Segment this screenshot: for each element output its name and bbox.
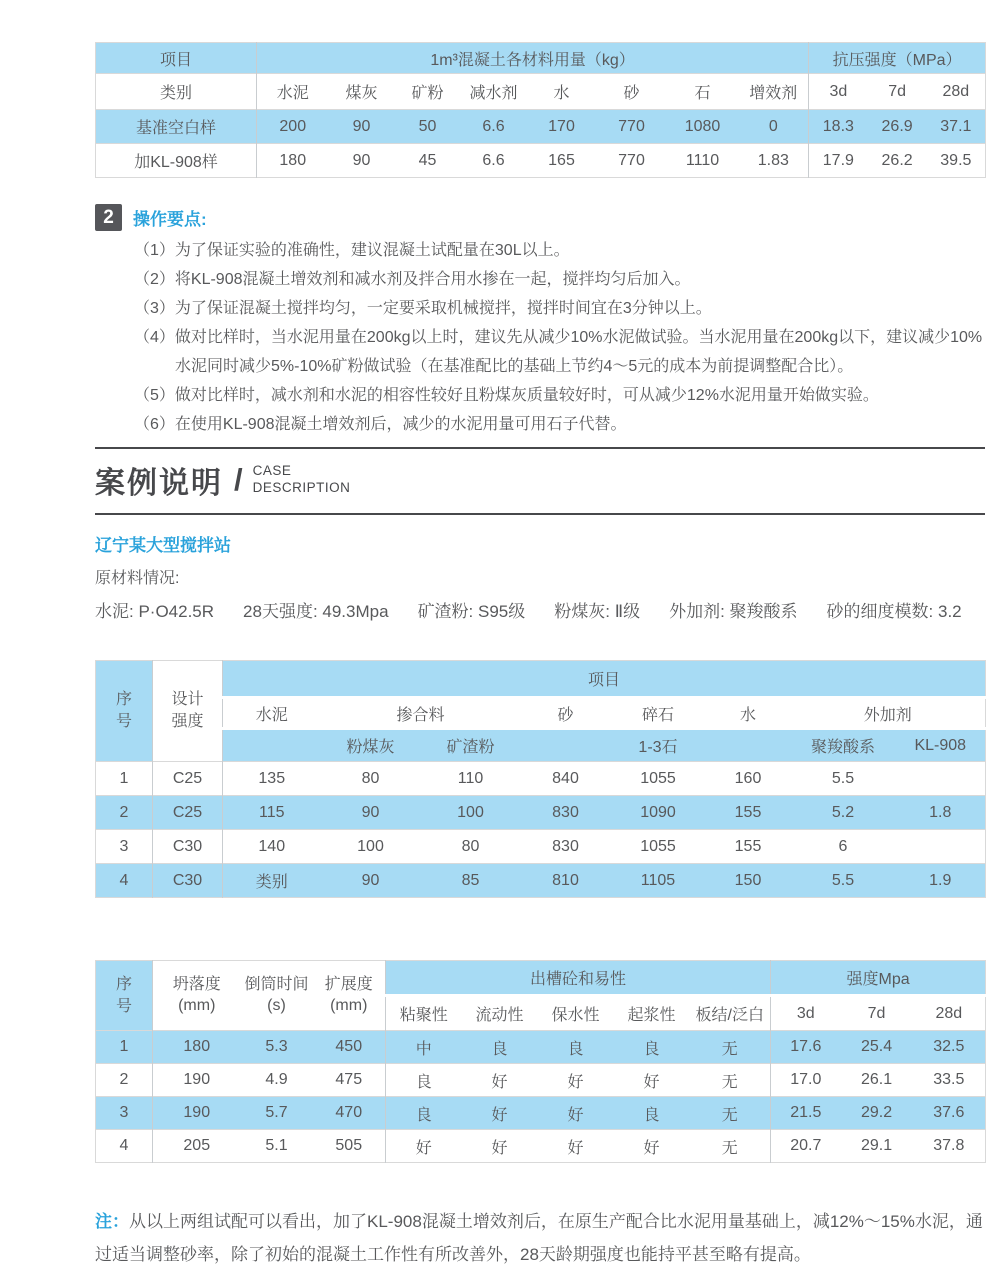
table-row — [96, 864, 986, 898]
col-group-header: 项目 — [223, 661, 986, 698]
seq-cell: 3 — [96, 830, 153, 864]
table-cell: 良 — [614, 1097, 690, 1130]
table-row — [96, 1064, 986, 1097]
col-label: 扩展度 — [324, 975, 373, 993]
table-cell: 90 — [329, 144, 395, 178]
table-cell: 无 — [690, 1031, 771, 1064]
col-header: 28d — [927, 74, 986, 110]
col-subheader: 起浆性 — [614, 996, 690, 1031]
table-cell: 5.3 — [241, 1031, 313, 1064]
table-row — [96, 1097, 986, 1130]
table-cell: 1055 — [611, 830, 706, 864]
table-cell: 21.5 — [771, 1097, 841, 1130]
table-cell: 29.1 — [841, 1130, 913, 1163]
station-name: 辽宁某大型搅拌站 — [95, 536, 231, 555]
col-subheader — [706, 729, 791, 762]
seq-cell: 2 — [96, 796, 153, 830]
table-cell: 90 — [329, 110, 395, 144]
col-subheader — [223, 729, 321, 762]
table-cell: 1080 — [667, 110, 739, 144]
col-header: 碎石 — [611, 698, 706, 729]
table-cell: 475 — [313, 1064, 386, 1097]
slash-divider: / — [234, 462, 243, 497]
table-cell: 33.5 — [913, 1064, 986, 1097]
table-cell: 好 — [386, 1130, 462, 1163]
material-fly-ash: 粉煤灰: Ⅱ级 — [554, 602, 641, 621]
case-description-header — [95, 447, 985, 515]
table-cell: 好 — [462, 1064, 538, 1097]
table-row — [96, 698, 986, 729]
table-cell: 155 — [706, 796, 791, 830]
col-subheader — [521, 729, 611, 762]
table-cell: 100 — [321, 830, 421, 864]
table-cell: 无 — [690, 1130, 771, 1163]
operation-point-4: （4）做对比样时，当水泥用量在200kg以上时，建议先从减少10%水泥做试验。当水泥用量在200kg以下，建议减少10%水泥同时减少5%-10%矿粉做试验（在基准配比的基础上节约4～5元的成本为前提调整配合比）。 — [134, 329, 983, 375]
table-cell: 1055 — [611, 762, 706, 796]
operation-point-2: （2）将KL-908混凝土增效剂和减水剂及拌合用水掺在一起，搅拌均匀后加入。 — [134, 271, 691, 288]
table-cell: 80 — [321, 762, 421, 796]
table-cell: 170 — [527, 110, 597, 144]
design-strength-col-header — [153, 661, 223, 762]
table-row — [96, 830, 986, 864]
col-header: 掺合料 — [321, 698, 521, 729]
spread-col-header — [313, 961, 386, 1031]
table-cell: 17.9 — [809, 144, 868, 178]
table-cell: 85 — [421, 864, 521, 898]
table-cell: 37.8 — [913, 1130, 986, 1163]
table-cell: 25.4 — [841, 1031, 913, 1064]
col-unit: (mm) — [330, 996, 368, 1014]
table-cell: 29.2 — [841, 1097, 913, 1130]
table-cell: 5.1 — [241, 1130, 313, 1163]
table-cell: 好 — [462, 1097, 538, 1130]
table-cell: 良 — [538, 1031, 614, 1064]
material-admixture: 外加剂: 聚羧酸系 — [669, 602, 798, 621]
table-cell: 470 — [313, 1097, 386, 1130]
seq-cell: 3 — [96, 1097, 153, 1130]
table-cell: 200 — [257, 110, 329, 144]
table-cell: 180 — [153, 1031, 241, 1064]
mix-proportion-table — [95, 660, 986, 898]
material-sand-fineness: 砂的细度模数: 3.2 — [826, 602, 962, 621]
seq-cell: 2 — [96, 1064, 153, 1097]
table-cell: 160 — [706, 762, 791, 796]
table-row — [96, 110, 986, 144]
raw-materials-label: 原材料情况: — [95, 570, 180, 587]
table-cell: 1110 — [667, 144, 739, 178]
col-label: 坍落度 — [172, 975, 221, 993]
table-cell: 1105 — [611, 864, 706, 898]
col-subheader: 3d — [771, 996, 841, 1031]
table-cell: 450 — [313, 1031, 386, 1064]
table-cell: 好 — [614, 1130, 690, 1163]
table-cell: 4.9 — [241, 1064, 313, 1097]
material-slag-powder: 矿渣粉: S95级 — [417, 602, 526, 621]
operation-points-list — [134, 236, 985, 439]
table-cell: 32.5 — [913, 1031, 986, 1064]
col-label: 倒筒时间 — [244, 975, 309, 993]
col-subheader: 7d — [841, 996, 913, 1031]
grade-cell: C25 — [153, 762, 223, 796]
section-title-en-line1: CASE — [252, 463, 292, 479]
seq-col-header — [96, 661, 153, 762]
col-header: 增效剂 — [739, 74, 809, 110]
col-subheader: 矿渣粉 — [421, 729, 521, 762]
seq-header-line2: 号 — [115, 713, 132, 730]
table-cell: 26.2 — [868, 144, 927, 178]
workability-group-header: 出槽砼和易性 — [386, 961, 771, 996]
table-cell: 37.6 — [913, 1097, 986, 1130]
col-header: 砂 — [521, 698, 611, 729]
seq-cell: 1 — [96, 1031, 153, 1064]
table-cell — [896, 830, 986, 864]
strength-group-header: 强度Mpa — [771, 961, 986, 996]
table-row — [96, 729, 986, 762]
section-number-badge: 2 — [95, 204, 122, 231]
table-cell: 135 — [223, 762, 321, 796]
operation-point-3: （3）为了保证混凝土搅拌均匀，一定要采取机械搅拌，搅拌时间宜在3分钟以上。 — [134, 300, 712, 317]
table-cell: 45 — [395, 144, 461, 178]
table-cell: 良 — [386, 1064, 462, 1097]
table-cell: 840 — [521, 762, 611, 796]
table-cell: 140 — [223, 830, 321, 864]
table-cell: 良 — [614, 1031, 690, 1064]
seq-header-line2: 号 — [115, 997, 132, 1015]
table-cell — [896, 762, 986, 796]
table-cell: 18.3 — [809, 110, 868, 144]
page-content — [95, 0, 985, 1271]
row-label: 加KL-908样 — [96, 144, 257, 178]
col-group-header: 1m³混凝土各材料用量（kg） — [257, 43, 809, 74]
section-title: 操作要点: — [133, 210, 207, 229]
table-row — [96, 796, 986, 830]
table-cell: 770 — [597, 144, 667, 178]
benchmark-mix-table — [95, 42, 986, 178]
table-cell: 20.7 — [771, 1130, 841, 1163]
table-cell: 类别 — [223, 864, 321, 898]
col-header: 3d — [809, 74, 868, 110]
col-header: 类别 — [96, 74, 257, 110]
seq-cell: 4 — [96, 1130, 153, 1163]
table-row — [96, 762, 986, 796]
col-subheader: KL-908 — [896, 729, 986, 762]
table-cell: 5.5 — [791, 762, 896, 796]
operation-points-header — [95, 204, 985, 231]
col-subheader: 聚羧酸系 — [791, 729, 896, 762]
table-cell: 5.5 — [791, 864, 896, 898]
operation-point-1: （1）为了保证实验的准确性，建议混凝土试配量在30L以上。 — [134, 242, 570, 259]
table-cell: 中 — [386, 1031, 462, 1064]
table-cell: 810 — [521, 864, 611, 898]
table-row — [96, 961, 986, 996]
table-cell: 1.83 — [739, 144, 809, 178]
operation-point-5: （5）做对比样时，减水剂和水泥的相容性较好且粉煤灰质量较好时，可从减少12%水泥用量开始做实验。 — [134, 387, 879, 404]
table-row — [96, 144, 986, 178]
table-cell: 205 — [153, 1130, 241, 1163]
table-cell: 6 — [791, 830, 896, 864]
table-cell: 505 — [313, 1130, 386, 1163]
table-cell: 80 — [421, 830, 521, 864]
table-cell: 无 — [690, 1064, 771, 1097]
table-cell: 180 — [257, 144, 329, 178]
col-header: 石 — [667, 74, 739, 110]
test-results-table — [95, 960, 986, 1163]
raw-materials-line — [95, 597, 985, 622]
seq-col-header — [96, 961, 153, 1031]
col-header: 水 — [706, 698, 791, 729]
col-subheader: 粉煤灰 — [321, 729, 421, 762]
seq-header-line1: 序 — [115, 975, 132, 993]
table-cell: 50 — [395, 110, 461, 144]
col-unit: (s) — [267, 996, 286, 1014]
table-cell: 37.1 — [927, 110, 986, 144]
design-header-line2: 强度 — [171, 713, 204, 730]
table-row — [96, 74, 986, 110]
material-strength: 28天强度: 49.3Mpa — [243, 602, 389, 621]
seq-cell: 1 — [96, 762, 153, 796]
slump-col-header — [153, 961, 241, 1031]
material-cement: 水泥: P·O42.5R — [95, 602, 215, 621]
table-cell: 1090 — [611, 796, 706, 830]
table-cell: 100 — [421, 796, 521, 830]
table-row — [96, 1130, 986, 1163]
table-cell: 17.0 — [771, 1064, 841, 1097]
table-cell: 90 — [321, 864, 421, 898]
table-cell: 良 — [462, 1031, 538, 1064]
table-cell: 1.8 — [896, 796, 986, 830]
col-subheader: 粘聚性 — [386, 996, 462, 1031]
col-subheader: 流动性 — [462, 996, 538, 1031]
table-cell: 1.9 — [896, 864, 986, 898]
grade-cell: C25 — [153, 796, 223, 830]
table-cell: 830 — [521, 796, 611, 830]
col-subheader: 板结/泛白 — [690, 996, 771, 1031]
col-subheader: 1-3石 — [611, 729, 706, 762]
row-label: 基准空白样 — [96, 110, 257, 144]
table-cell: 好 — [614, 1064, 690, 1097]
design-header-line1: 设计 — [171, 691, 204, 709]
table-cell: 好 — [538, 1130, 614, 1163]
table-cell: 150 — [706, 864, 791, 898]
table-cell: 6.6 — [461, 144, 527, 178]
table-cell: 190 — [153, 1097, 241, 1130]
table-cell: 5.7 — [241, 1097, 313, 1130]
table-cell: 5.2 — [791, 796, 896, 830]
table-cell: 155 — [706, 830, 791, 864]
grade-cell: C30 — [153, 864, 223, 898]
col-subheader: 28d — [913, 996, 986, 1031]
operation-point-6: （6）在使用KL-908混凝土增效剂后，减少的水泥用量可用石子代替。 — [134, 416, 627, 433]
col-group-header: 抗压强度（MPa） — [809, 43, 986, 74]
section-title-en — [253, 463, 351, 497]
col-header: 水 — [527, 74, 597, 110]
table-cell: 良 — [386, 1097, 462, 1130]
col-header: 项目 — [96, 43, 257, 74]
col-header: 水泥 — [223, 698, 321, 729]
table-row — [96, 661, 986, 698]
table-cell: 6.6 — [461, 110, 527, 144]
table-cell: 0 — [739, 110, 809, 144]
table-cell: 165 — [527, 144, 597, 178]
table-cell: 90 — [321, 796, 421, 830]
table-cell: 115 — [223, 796, 321, 830]
table-cell: 190 — [153, 1064, 241, 1097]
col-header: 减水剂 — [461, 74, 527, 110]
table-cell: 770 — [597, 110, 667, 144]
table-cell: 26.9 — [868, 110, 927, 144]
col-header: 7d — [868, 74, 927, 110]
table-row — [96, 1031, 986, 1064]
seq-header-line1: 序 — [115, 691, 132, 709]
conclusion-note — [95, 1205, 985, 1271]
col-header: 水泥 — [257, 74, 329, 110]
col-unit: (mm) — [178, 996, 216, 1014]
table-cell: 26.1 — [841, 1064, 913, 1097]
inverted-funnel-time-col-header — [241, 961, 313, 1031]
col-header: 煤灰 — [329, 74, 395, 110]
note-text: 从以上两组试配可以看出，加了KL-908混凝土增效剂后，在原生产配合比水泥用量基础上，减12%～15%水泥，通过适当调整砂率，除了初始的混凝土工作性有所改善外，28天龄期强度也能持平甚至略有提高。 — [95, 1212, 983, 1264]
col-header: 矿粉 — [395, 74, 461, 110]
table-cell: 830 — [521, 830, 611, 864]
note-label: 注： — [95, 1212, 129, 1231]
table-cell: 好 — [538, 1064, 614, 1097]
col-header: 砂 — [597, 74, 667, 110]
section-title-zh: 案例说明 — [95, 467, 223, 500]
table-row — [96, 43, 986, 74]
table-cell: 无 — [690, 1097, 771, 1130]
section-title-en-line2: DESCRIPTION — [252, 480, 351, 495]
table-cell: 39.5 — [927, 144, 986, 178]
col-header: 外加剂 — [791, 698, 986, 729]
table-cell: 17.6 — [771, 1031, 841, 1064]
table-cell: 好 — [462, 1130, 538, 1163]
seq-cell: 4 — [96, 864, 153, 898]
table-cell: 110 — [421, 762, 521, 796]
col-subheader: 保水性 — [538, 996, 614, 1031]
table-cell: 好 — [538, 1097, 614, 1130]
grade-cell: C30 — [153, 830, 223, 864]
